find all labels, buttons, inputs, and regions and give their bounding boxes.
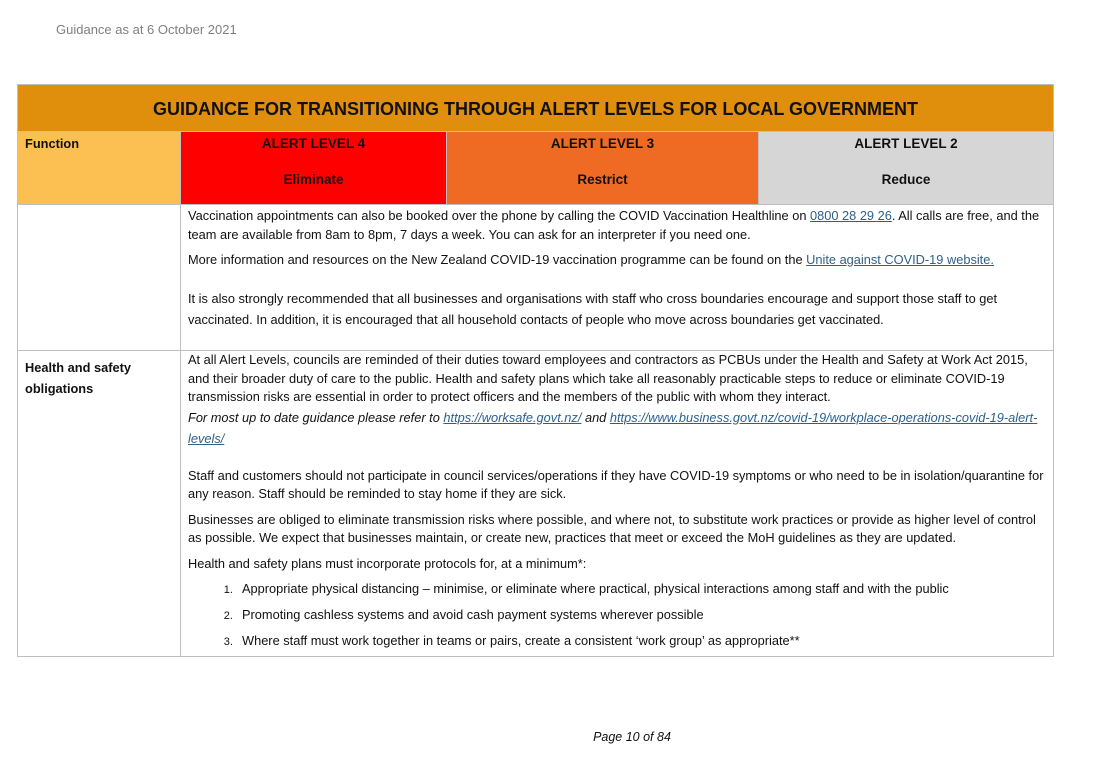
document-date-note: Guidance as at 6 October 2021: [56, 22, 237, 37]
alert-level-4-name: ALERT LEVEL 4: [261, 136, 366, 151]
alert-level-2-name: ALERT LEVEL 2: [854, 136, 958, 151]
transmission-risk-paragraph: Businesses are obliged to eliminate transmission risks where possible, and where not, to substitute work practices or provide as higher level of control as possible. We expect that businesses maintain, or create new, practices that meet or exceed the MoH guidelines as they are updated.: [188, 511, 1036, 545]
unite-against-covid-link[interactable]: Unite against COVID-19 website.: [806, 252, 994, 267]
vaccination-phone-paragraph: [188, 207, 1045, 244]
alert-level-4-action: Eliminate: [283, 172, 344, 187]
title-row: [18, 85, 1054, 132]
health-safety-content: [181, 351, 1054, 657]
vaccination-label-cell: [18, 205, 181, 351]
alert-level-2-action: Reduce: [881, 172, 931, 187]
guidance-table: [17, 84, 1054, 657]
vaccination-info-paragraph: [188, 251, 1045, 270]
pcbu-duties-paragraph: At all Alert Levels, councils are reminded of their duties toward employees and contractors as PCBUs under the Health and Safety at Work Act 2015, and their broader duty of care to the public. Health and safety plans which take all reasonably practicable steps to reduce or eliminate COVID-19 transmission risks are essential in order to protect officers and the members of the public with whom they interact.: [188, 352, 1028, 404]
text: More information and resources on the New Zealand COVID-19 vaccination programme can be found on the: [188, 252, 807, 267]
alert-level-3-header: [447, 132, 759, 205]
vaccination-content: [181, 205, 1054, 351]
page-number: Page 10 of 84: [593, 730, 671, 744]
table-title: GUIDANCE FOR TRANSITIONING THROUGH ALERT LEVELS FOR LOCAL GOVERNMENT: [18, 85, 1054, 132]
alert-level-3-name: ALERT LEVEL 3: [550, 136, 655, 151]
health-safety-row: [18, 351, 1054, 657]
text: and: [581, 409, 610, 425]
alert-level-3-action: Restrict: [577, 172, 628, 187]
stay-home-paragraph: Staff and customers should not participate in council services/operations if they have COVID-19 symptoms or who need to be in isolation/quarantine for any reason. Staff should be reminded to stay home if they are sick.: [188, 467, 1044, 501]
function-header: Function: [18, 132, 181, 205]
alert-level-2-header: [759, 132, 1054, 205]
healthline-phone-link[interactable]: 0800 28 29 26: [810, 208, 892, 223]
vaccination-recommendation-paragraph: It is also strongly recommended that all businesses and organisations with staff who cross boundaries encourage and support those staff to get vaccinated. In addition, it is encouraged that all household contacts of people who move across boundaries get vaccinated.: [188, 290, 998, 327]
worksafe-link[interactable]: https://worksafe.govt.nz/: [443, 409, 582, 425]
list-item: 1. Appropriate physical distancing – minimise, or eliminate where practical, physical interactions among staff and with the public: [236, 580, 1045, 598]
business-govt-link[interactable]: https://www.business.govt.nz/covid-19/workplace-operations-covid-19-alert-levels/: [188, 409, 1038, 446]
alert-level-4-header: [181, 132, 447, 205]
text: Vaccination appointments can also be booked over the phone by calling the COVID Vaccination Healthline on: [188, 208, 810, 223]
vaccination-row: [18, 205, 1054, 351]
guidance-links-paragraph: [188, 407, 1045, 449]
health-safety-label: Health and safety obligations: [18, 351, 181, 657]
list-item: 3. Where staff must work together in teams or pairs, create a consistent ‘work group’ as appropriate**: [236, 632, 1045, 650]
text: . All calls are free, and the team are available from 8am to 8pm, 7 days a week. You can ask for an interpreter if you need one.: [188, 208, 1040, 242]
text: For most up to date guidance please refer to: [188, 409, 444, 425]
header-row: [18, 132, 1054, 205]
list-item: 2. Promoting cashless systems and avoid cash payment systems wherever possible: [236, 606, 1045, 624]
protocols-intro-paragraph: Health and safety plans must incorporate protocols for, at a minimum*:: [188, 555, 587, 571]
protocol-list: [188, 580, 1045, 650]
